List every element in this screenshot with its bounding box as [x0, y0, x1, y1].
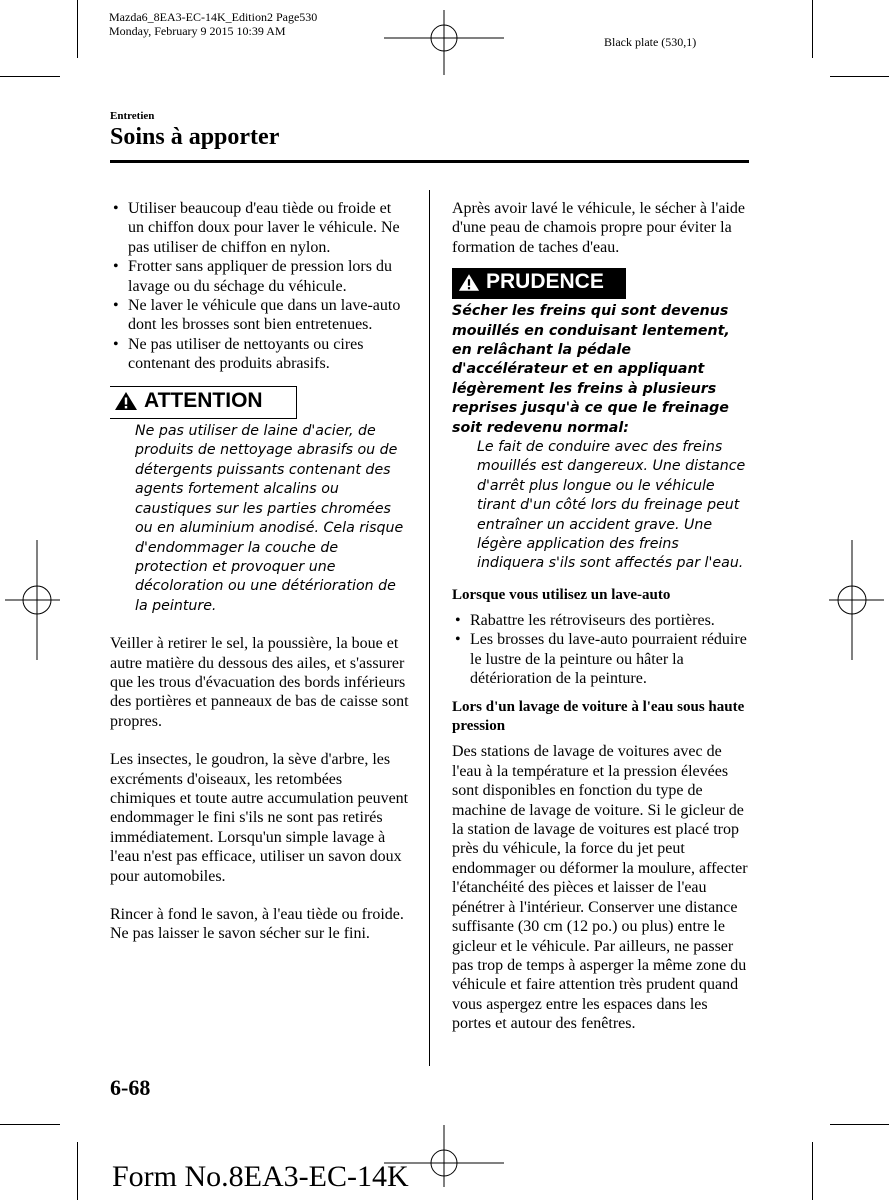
list-item: • Les brosses du lave-auto pourraient réduire le lustre de la peinture ou hâter la détérioration de la peinture.: [452, 630, 750, 688]
attention-text: Ne pas utiliser de laine d'acier, de produits de nettoyage abrasifs ou de détergents puissants contenant des agents fortement alcalins ou caustiques sur les parties chromées ou en aluminium anodisé. Cela risque d'endommager la couche de protection et provoquer une décoloration ou une détérioration de la peinture.: [135, 423, 404, 614]
warning-icon: [114, 391, 138, 411]
list-item: • Utiliser beaucoup d'eau tiède ou froide et un chiffon doux pour laver le véhicule. Ne pas utiliser de chiffon en nylon.: [110, 199, 410, 257]
print-info: [109, 10, 317, 38]
list-item: • Frotter sans appliquer de pression lors du lavage ou du séchage du véhicule.: [110, 257, 410, 296]
prudence-header: [452, 268, 626, 299]
warning-icon: [458, 273, 480, 292]
attention-label: ATTENTION: [144, 388, 263, 412]
prudence-text: Le fait de conduire avec des freins mouillés est dangereux. Une distance d'arrêt plus longue ou le véhicule tirant d'un côté lors du freinage peut entraîner un accident grave. Une légère application des freins indiquera s'ils sont affectés par l'eau.: [477, 438, 746, 572]
paragraph: Après avoir lavé le véhicule, le sécher à l'aide d'une peau de chamois propre pour éviter la formation de taches d'eau.: [452, 200, 745, 256]
section-label: Entretien: [110, 110, 155, 122]
right-column: [452, 199, 750, 1034]
plate-label: Black plate (530,1): [604, 35, 697, 49]
print-line-2: Monday, February 9 2015 10:39 AM: [109, 24, 286, 38]
attention-box: [110, 386, 410, 616]
list-item: • Ne laver le véhicule que dans un lave-auto dont les brosses sont bien entretenues.: [110, 296, 410, 335]
paragraph: Veiller à retirer le sel, la poussière, la boue et autre matière du dessous des ailes, et s'assurer que les trous d'évacuation des bords inférieurs des portières et panneaux de bas de caisse sont propres.: [110, 635, 409, 730]
header-rule: [110, 160, 749, 163]
prudence-label: PRUDENCE: [486, 270, 604, 294]
page-number: 6-68: [110, 1075, 151, 1100]
paragraph: Rincer à fond le savon, à l'eau tiède ou froide. Ne pas laisser le savon sécher sur le fini.: [110, 906, 404, 943]
registration-mark-top: [384, 0, 504, 75]
paragraph: Les insectes, le goudron, la sève d'arbre, les excréments d'oiseaux, les retombées chimiques et toute autre accumulation peuvent endommager le fini s'ils ne sont pas retirés immédiatement. Lorsqu'un simple lavage à l'eau n'est pas efficace, utiliser un savon doux pour automobiles.: [110, 751, 409, 885]
right-bullet-list: [452, 611, 750, 689]
left-bullet-list: [110, 199, 410, 374]
form-number: Form No.8EA3-EC-14K: [112, 1160, 409, 1193]
list-item: • Rabattre les rétroviseurs des portières.: [452, 611, 750, 630]
prudence-box: [452, 268, 750, 574]
registration-mark-right: [829, 540, 889, 660]
print-line-1: Mazda6_8EA3-EC-14K_Edition2 Page530: [109, 10, 318, 24]
registration-mark-left: [0, 540, 60, 660]
page-title: Soins à apporter: [110, 124, 280, 150]
list-item: • Ne pas utiliser de nettoyants ou cires contenant des produits abrasifs.: [110, 335, 410, 374]
column-divider: [429, 190, 430, 1066]
subheading: Lors d'un lavage de voiture à l'eau sous haute pression: [452, 699, 745, 735]
subheading: Lorsque vous utilisez un lave-auto: [452, 586, 671, 603]
left-column: [110, 199, 410, 944]
paragraph: Des stations de lavage de voitures avec de l'eau à la température et la pression élevées sont disponibles en fonction du type de machine de lavage de voiture. Si le gicleur de la station de lavage de voitures est placé trop près du véhicule, la force du jet peut endommager ou déformer la moulure, affecter l'étanchéité des pièces et laisser de l'eau pénétrer à l'intérieur. Conserver une distance suffisante (30 cm (12 po.) ou plus) entre le gicleur et le véhicule. Par ailleurs, ne passer pas trop de temps à asperger la même zone du véhicule et faire attention très prudent quand vous aspergez entre les espaces dans les portes et autour des fenêtres.: [452, 743, 748, 1033]
prudence-bold-text: Sécher les freins qui sont devenus mouillés en conduisant lentement, en relâchant la pédale d'accélérateur et en appliquant légèrement les freins à plusieurs reprises jusqu'à ce que le freinage soit redevenu normal:: [452, 303, 730, 436]
attention-header: [110, 386, 297, 419]
